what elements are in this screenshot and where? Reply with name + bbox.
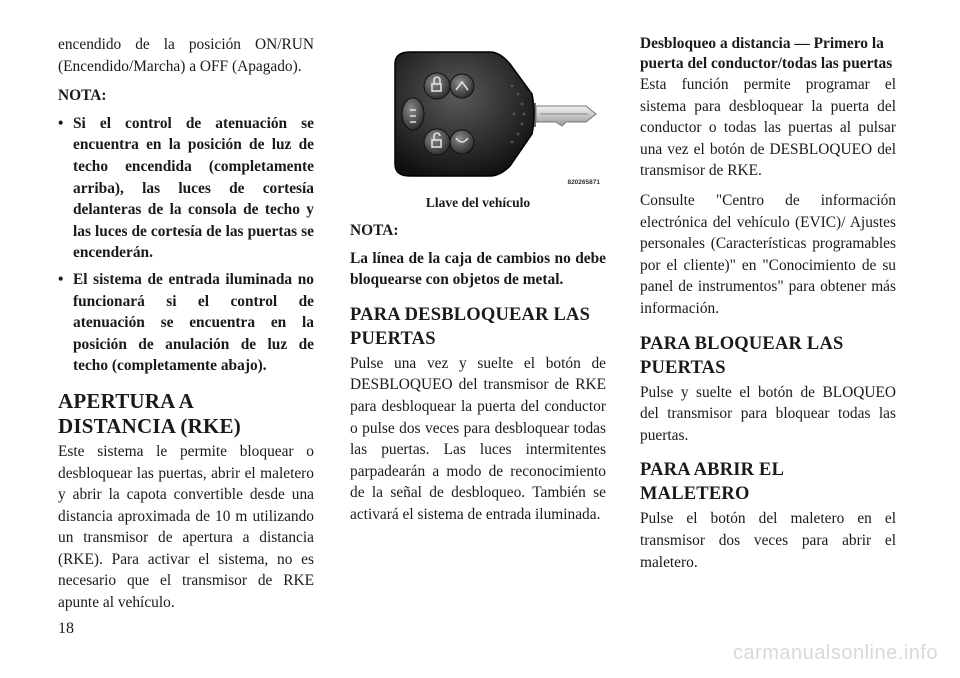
figure-id: 820265871 — [567, 179, 600, 186]
bullet-dot: • — [58, 270, 64, 288]
bullet-dot: • — [58, 114, 64, 132]
column-left — [58, 34, 314, 622]
note-label: NOTA: — [58, 87, 107, 105]
note-bullet-list — [58, 113, 314, 377]
page-number: 18 — [58, 620, 74, 637]
remote-unlock-paragraph: Esta función permite programar el sistema para desbloquear la puerta del conductor o todas las puertas al pulsar una vez el botón de DESBLOQUEO del transmisor de RKE. — [640, 76, 896, 180]
figure-caption: Llave del vehículo — [425, 195, 531, 210]
evic-reference-paragraph: Consulte "Centro de información electrónica del vehículo (EVIC)/ Ajustes personales (Características programables por el cliente)" en "Conocimiento de su panel de instrumentos" para obtener más información. — [640, 191, 896, 317]
vehicle-key-illustration — [350, 34, 606, 184]
note-text: La línea de la caja de cambios no debe bloquearse con objetos de metal. — [350, 249, 606, 289]
column-right — [640, 34, 896, 581]
subheading-remote-unlock: Desbloqueo a distancia — Primero la puerta del conductor/todas las puertas — [640, 35, 893, 72]
section-heading-trunk: PARA ABRIR EL MALETERO — [640, 460, 784, 505]
rke-paragraph: Este sistema le permite bloquear o desbloquear las puertas, abrir el maletero y abrir la capota convertible desde una distancia aproximada de 10 m utilizando un transmisor de apertura a distancia (RKE). Para activar el sistema, no es necesario que el transmisor de RKE apunte al vehículo. — [58, 442, 314, 612]
section-heading-lock: PARA BLOQUEAR LAS PUERTAS — [640, 333, 844, 378]
note-bullet-item: • El sistema de entrada iluminada no funcionará si el control de atenuación se encuentra en la posición de anulación de luz de techo (completamente abajo). — [58, 270, 314, 375]
trunk-paragraph: Pulse el botón del maletero en el transmisor dos veces para abrir el maletero. — [640, 510, 896, 571]
lock-paragraph: Pulse y suelte el botón de BLOQUEO del transmisor para bloquear todas las puertas. — [640, 383, 896, 444]
unlock-paragraph: Pulse una vez y suelte el botón de DESBLOQUEO del transmisor de RKE para desbloquear la puerta del conductor o pulse dos veces para desbloquear todas las puertas. Las luces intermitentes parpadearán a modo de reconocimiento de la señal de desbloqueo. También se activará el sistema de entrada iluminada. — [350, 354, 606, 523]
watermark: carmanualsonline.info — [732, 642, 938, 664]
column-middle — [350, 34, 606, 534]
section-heading-rke: APERTURA A DISTANCIA (RKE) — [58, 388, 241, 438]
note-label: NOTA: — [350, 222, 399, 239]
intro-paragraph: encendido de la posición ON/RUN (Encendido/Marcha) a OFF (Apagado). — [58, 36, 314, 75]
note-bullet-item: • Si el control de atenuación se encuentra en la posición de luz de techo encendida (completamente arriba), las luces de cortesía delanteras de la consola de techo y las luces de cortesía de las puertas se encenderán. — [58, 114, 314, 262]
section-heading-unlock: PARA DESBLOQUEAR LAS PUERTAS — [350, 304, 591, 349]
key-figure — [350, 34, 606, 220]
